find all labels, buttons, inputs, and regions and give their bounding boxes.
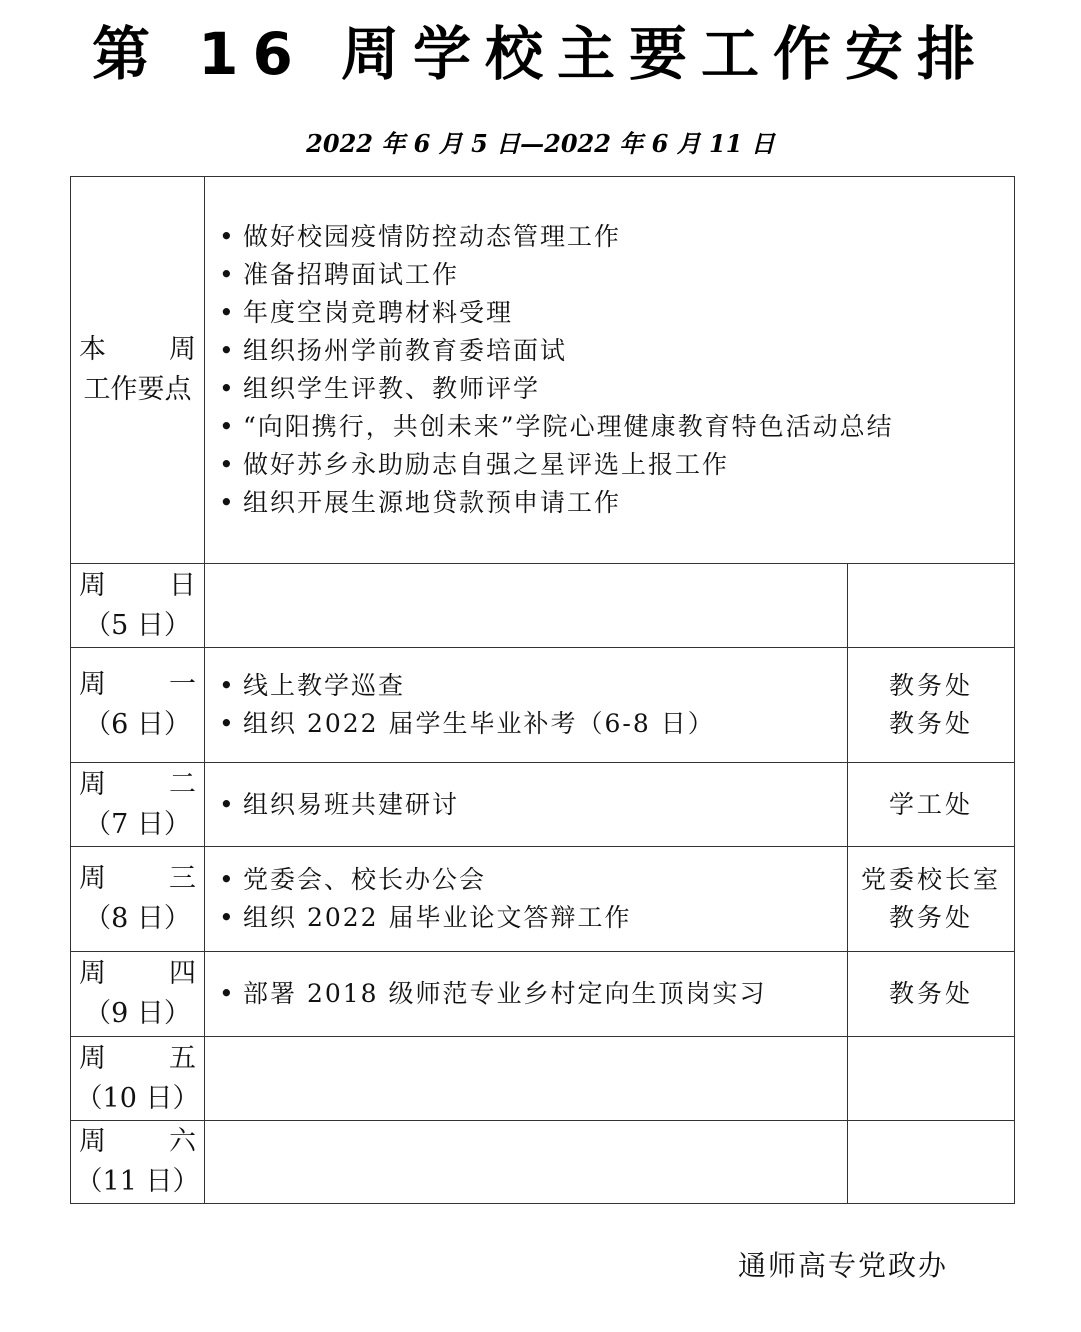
task-item: • 党委会、校长办公会 bbox=[219, 861, 847, 899]
dept-name: 教务处 bbox=[889, 979, 974, 1008]
day-row-wednesday bbox=[71, 847, 1015, 952]
focus-item: • 组织扬州学前教育委培面试 bbox=[219, 332, 1014, 370]
focus-item: • 组织开展生源地贷款预申请工作 bbox=[219, 484, 1014, 522]
day-row-tuesday bbox=[71, 763, 1015, 847]
day-char: 周 bbox=[79, 669, 106, 700]
day-row-monday bbox=[71, 648, 1015, 763]
focus-item: • 做好校园疫情防控动态管理工作 bbox=[219, 218, 1014, 256]
task-list bbox=[205, 861, 847, 937]
day-cell bbox=[71, 763, 205, 847]
dept-name: 学工处 bbox=[889, 789, 974, 819]
weekly-focus-row bbox=[71, 177, 1015, 564]
day-char: 二 bbox=[169, 768, 196, 800]
dept-cell bbox=[848, 1037, 1015, 1121]
task-cell bbox=[205, 763, 848, 847]
day-char: 周 bbox=[79, 1042, 106, 1074]
date-range: 2022 年 6 月 5 日—2022 年 6 月 11 日 bbox=[306, 129, 775, 158]
day-date: （8 日） bbox=[84, 903, 191, 934]
day-char: 周 bbox=[79, 863, 106, 894]
task-cell bbox=[205, 847, 848, 952]
day-cell bbox=[71, 1121, 205, 1204]
day-cell bbox=[71, 1037, 205, 1121]
day-date: （7 日） bbox=[84, 808, 191, 840]
day-row-thursday bbox=[71, 952, 1015, 1037]
focus-label-line: 工作要点 bbox=[83, 374, 192, 405]
dept-cell bbox=[848, 952, 1015, 1037]
issuer-signature: 通师高专党政办 bbox=[738, 1249, 949, 1282]
focus-list bbox=[205, 218, 1014, 522]
dept-cell bbox=[848, 763, 1015, 847]
focus-item: • 做好苏乡永助励志自强之星评选上报工作 bbox=[219, 446, 1014, 484]
day-char: 周 bbox=[79, 569, 106, 601]
task-list bbox=[205, 667, 847, 743]
day-char: 六 bbox=[169, 1126, 196, 1157]
dept-cell bbox=[848, 1121, 1015, 1204]
focus-item: • 准备招聘面试工作 bbox=[219, 256, 1014, 294]
day-char: 五 bbox=[169, 1042, 196, 1074]
day-char: 一 bbox=[169, 669, 196, 700]
day-cell bbox=[71, 952, 205, 1037]
day-date: （10 日） bbox=[75, 1082, 200, 1114]
weekly-focus-content bbox=[205, 177, 1015, 564]
task-cell bbox=[205, 1121, 848, 1204]
task-item: • 组织 2022 届学生毕业补考（6-8 日） bbox=[219, 705, 847, 743]
task-item: • 线上教学巡查 bbox=[219, 667, 847, 705]
day-date: （11 日） bbox=[75, 1166, 200, 1197]
task-item: • 组织易班共建研讨 bbox=[219, 786, 847, 824]
schedule-table bbox=[70, 176, 1015, 1204]
day-row-friday bbox=[71, 1037, 1015, 1121]
task-list bbox=[205, 975, 847, 1013]
day-char: 日 bbox=[169, 569, 196, 601]
task-item: • 组织 2022 届毕业论文答辩工作 bbox=[219, 899, 847, 937]
weekly-focus-label bbox=[71, 177, 205, 564]
focus-item: • “向阳携行，共创未来”学院心理健康教育特色活动总结 bbox=[219, 408, 1014, 446]
page-title: 第 16 周学校主要工作安排 bbox=[91, 20, 990, 88]
dept-name: 教务处 bbox=[889, 903, 974, 932]
dept-cell bbox=[848, 847, 1015, 952]
day-row-sunday bbox=[71, 564, 1015, 648]
day-date: （5 日） bbox=[84, 609, 191, 641]
dept-name: 教务处 bbox=[889, 709, 974, 738]
day-char: 周 bbox=[79, 1126, 106, 1157]
task-cell bbox=[205, 564, 848, 648]
focus-label-char: 本 bbox=[79, 334, 106, 365]
day-char: 周 bbox=[79, 768, 106, 800]
focus-item: • 组织学生评教、教师评学 bbox=[219, 370, 1014, 408]
dept-cell bbox=[848, 564, 1015, 648]
day-cell bbox=[71, 648, 205, 763]
focus-item: • 年度空岗竞聘材料受理 bbox=[219, 294, 1014, 332]
day-date: （9 日） bbox=[84, 998, 191, 1029]
day-cell bbox=[71, 564, 205, 648]
day-char: 三 bbox=[169, 863, 196, 894]
task-cell bbox=[205, 952, 848, 1037]
task-cell bbox=[205, 648, 848, 763]
day-char: 周 bbox=[79, 958, 106, 989]
day-row-saturday bbox=[71, 1121, 1015, 1204]
task-cell bbox=[205, 1037, 848, 1121]
dept-name: 党委校长室 bbox=[861, 865, 1002, 894]
day-date: （6 日） bbox=[84, 709, 191, 740]
dept-name: 教务处 bbox=[889, 671, 974, 700]
task-list bbox=[205, 786, 847, 824]
task-item: • 部署 2018 级师范专业乡村定向生顶岗实习 bbox=[219, 975, 847, 1013]
day-char: 四 bbox=[169, 958, 196, 989]
dept-cell bbox=[848, 648, 1015, 763]
focus-label-char: 周 bbox=[169, 334, 196, 365]
day-cell bbox=[71, 847, 205, 952]
